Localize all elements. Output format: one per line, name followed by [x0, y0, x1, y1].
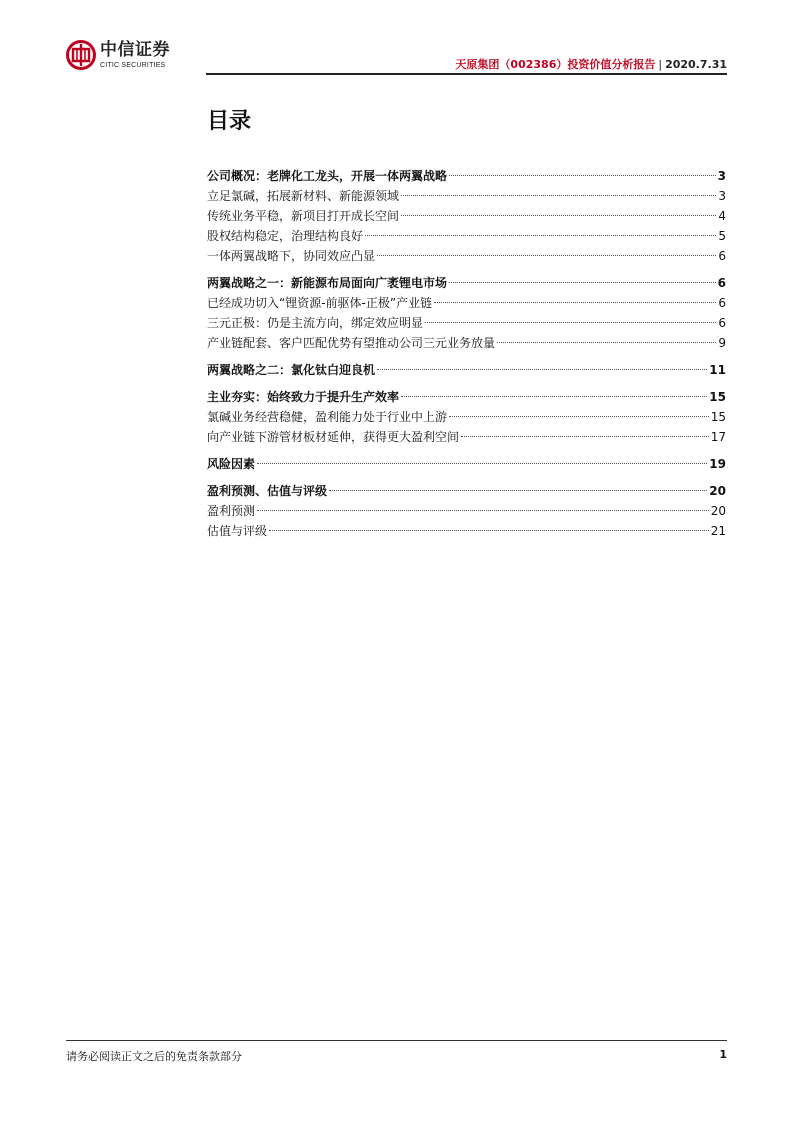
toc-dot-leader: [401, 195, 716, 196]
toc-entry-title: 公司概况：老牌化工龙头，开展一体两翼战略: [207, 169, 448, 183]
toc-entry-page: 21: [710, 524, 726, 538]
toc-dot-leader: [497, 342, 716, 343]
toc-section-entry[interactable]: [207, 481, 726, 501]
toc-entry-title: 两翼战略之一：新能源布局面向广袤锂电市场: [207, 276, 448, 290]
report-header: [455, 56, 727, 72]
toc-entry-page: 6: [718, 249, 726, 263]
toc-entry-title: 立足氯碱，拓展新材料、新能源领域: [207, 189, 400, 203]
footer-disclaimer-note: 请务必阅读正文之后的免责条款部分: [66, 1050, 242, 1063]
toc-entry-title: 已经成功切入“锂资源-前驱体-正极”产业链: [207, 296, 433, 310]
toc-dot-leader: [377, 369, 707, 370]
toc-entry-page: 20: [709, 484, 726, 498]
toc-entry-title: 产业链配套、客户匹配优势有望推动公司三元业务放量: [207, 336, 496, 350]
toc-subsection-entry[interactable]: [207, 246, 726, 266]
toc-entry-page: 4: [718, 209, 726, 223]
toc-dot-leader: [434, 302, 716, 303]
toc-dot-leader: [425, 322, 716, 323]
logo-english-name: CITIC SECURITIES: [100, 61, 166, 69]
toc-section-entry[interactable]: [207, 166, 726, 186]
toc-entry-page: 6: [717, 276, 726, 290]
toc-dot-leader: [377, 255, 716, 256]
toc-entry-page: 6: [718, 316, 726, 330]
toc-entry-title: 一体两翼战略下，协同效应凸显: [207, 249, 376, 263]
toc-entry-title: 主业夯实：始终致力于提升生产效率: [207, 390, 400, 404]
table-of-contents: [207, 166, 726, 541]
toc-entry-page: 20: [710, 504, 726, 518]
logo-chinese-name: 中信证券: [100, 39, 170, 60]
toc-dot-leader: [449, 175, 716, 176]
toc-section-entry[interactable]: [207, 387, 726, 407]
toc-section-entry[interactable]: [207, 273, 726, 293]
toc-subsection-entry[interactable]: [207, 427, 726, 447]
toc-dot-leader: [329, 490, 707, 491]
toc-entry-page: 3: [717, 169, 726, 183]
toc-entry-title: 盈利预测、估值与评级: [207, 484, 328, 498]
toc-subsection-entry[interactable]: [207, 206, 726, 226]
toc-entry-title: 三元正极：仍是主流方向，绑定效应明显: [207, 316, 424, 330]
toc-dot-leader: [449, 282, 716, 283]
toc-entry-page: 9: [718, 336, 726, 350]
toc-subsection-entry[interactable]: [207, 333, 726, 353]
footer-divider: [66, 1040, 727, 1041]
toc-entry-title: 盈利预测: [207, 504, 256, 518]
toc-entry-page: 17: [710, 430, 726, 444]
toc-subsection-entry[interactable]: [207, 501, 726, 521]
toc-entry-title: 两翼战略之二：氯化钛白迎良机: [207, 363, 376, 377]
toc-entry-page: 15: [710, 410, 726, 424]
toc-entry-page: 3: [718, 189, 726, 203]
toc-dot-leader: [449, 416, 709, 417]
toc-entry-title: 氯碱业务经营稳健，盈利能力处于行业中上游: [207, 410, 448, 424]
toc-heading: 目录: [207, 109, 252, 134]
toc-entry-title: 风险因素: [207, 457, 256, 471]
toc-dot-leader: [269, 530, 709, 531]
toc-dot-leader: [365, 235, 716, 236]
page-number: 1: [719, 1048, 727, 1061]
toc-subsection-entry[interactable]: [207, 407, 726, 427]
report-date: 2020.7.31: [665, 58, 727, 71]
toc-subsection-entry[interactable]: [207, 293, 726, 313]
header-separator: |: [658, 58, 663, 71]
report-title: 天原集团（002386）投资价值分析报告: [455, 58, 656, 71]
toc-entry-page: 11: [709, 363, 726, 377]
toc-entry-page: 19: [709, 457, 726, 471]
toc-entry-page: 6: [718, 296, 726, 310]
toc-dot-leader: [401, 215, 716, 216]
toc-entry-title: 传统业务平稳，新项目打开成长空间: [207, 209, 400, 223]
toc-subsection-entry[interactable]: [207, 186, 726, 206]
toc-subsection-entry[interactable]: [207, 521, 726, 541]
toc-subsection-entry[interactable]: [207, 226, 726, 246]
citic-logo: [66, 40, 170, 70]
toc-entry-title: 向产业链下游管材板材延伸，获得更大盈利空间: [207, 430, 460, 444]
toc-entry-title: 股权结构稳定，治理结构良好: [207, 229, 364, 243]
toc-section-entry[interactable]: [207, 360, 726, 380]
toc-entry-page: 5: [718, 229, 726, 243]
citic-logo-icon: [66, 40, 96, 70]
toc-entry-title: 估值与评级: [207, 524, 268, 538]
toc-dot-leader: [257, 463, 707, 464]
toc-subsection-entry[interactable]: [207, 313, 726, 333]
toc-dot-leader: [257, 510, 709, 511]
toc-entry-page: 15: [709, 390, 726, 404]
header-divider: [206, 73, 727, 75]
toc-section-entry[interactable]: [207, 454, 726, 474]
toc-dot-leader: [461, 436, 709, 437]
toc-dot-leader: [401, 396, 707, 397]
